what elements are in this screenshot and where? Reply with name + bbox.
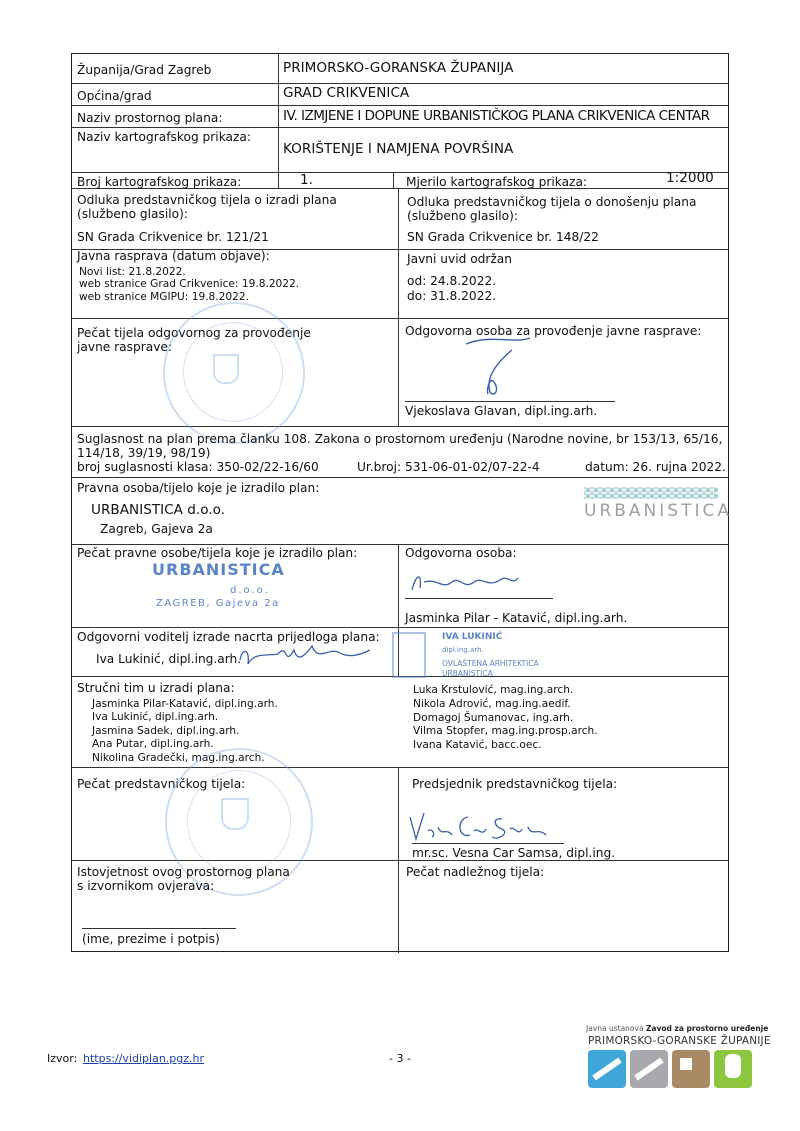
president-label: Predsjednik predstavničkog tijela:: [412, 777, 618, 791]
row-divider: [72, 172, 728, 173]
team-label: Stručni tim u izradi plana:: [77, 681, 235, 695]
debate-line: Novi list: 21.8.2022.: [79, 266, 186, 278]
row-divider: [72, 544, 728, 545]
agency-name: Zavod za prostorno uređenje: [645, 1024, 769, 1033]
column-divider: [398, 188, 399, 426]
architect-stamp-company: URBANISTICA: [442, 669, 493, 678]
consent-line-2: 114/18, 39/19, 98/19): [77, 446, 211, 460]
consent-date: datum: 26. rujna 2022.: [585, 460, 726, 474]
team-member: Nikolina Gradečki, mag.ing.arch.: [92, 752, 265, 764]
maker-address: Zagreb, Gajeva 2a: [100, 522, 213, 536]
architect-stamp-title: dipl.ing.arh.: [442, 646, 484, 654]
plan-certificate-form: [71, 53, 732, 952]
inspection-label: Javni uvid održan: [407, 252, 512, 266]
maker-responsible-name: Jasminka Pilar - Katavić, dipl.ing.arh.: [405, 611, 628, 625]
debate-stamp-label-2: javne rasprave:: [77, 340, 173, 354]
draft-decision-value: SN Grada Crikvenice br. 121/21: [77, 230, 269, 244]
inspection-to: do: 31.8.2022.: [407, 289, 497, 303]
debate-line: web stranice Grad Crikvenice: 19.8.2022.: [79, 278, 300, 290]
debate-responsible-label: Odgovorna osoba za provođenje javne rasprave:: [405, 324, 702, 338]
county-label: Županija/Grad Zagreb: [77, 63, 212, 77]
map-number-label: Broj kartografskog prikaza:: [77, 175, 242, 189]
maker-name: URBANISTICA d.o.o.: [91, 502, 225, 518]
architect-stamp-name: IVA LUKINIĆ: [442, 632, 503, 642]
municipality-value: GRAD CRIKVENICA: [283, 85, 410, 101]
maker-stamp-title: URBANISTICA: [152, 560, 285, 579]
row-divider: [72, 767, 728, 768]
signature-pilar-katavic: [408, 568, 528, 598]
map-number-value: 1.: [300, 172, 313, 188]
team-member: Iva Lukinić, dipl.ing.arh.: [92, 711, 219, 723]
agency-prefix: Javna ustanova: [586, 1024, 644, 1033]
row-divider: [72, 426, 728, 427]
signature-car-samsa: [406, 809, 566, 845]
zzpu-logo-icon: [588, 1050, 752, 1088]
adopt-decision-label: Odluka predstavničkog tijela o donošenju plana: [407, 195, 697, 209]
source-label: Izvor:: [47, 1052, 78, 1065]
plan-name-label: Naziv prostornog plana:: [77, 111, 223, 125]
architect-stamp-box: [392, 632, 426, 678]
signature-line: [405, 401, 615, 402]
plan-name-value: IV. IZMJENE I DOPUNE URBANISTIČKOG PLANA CRIKVENICA CENTAR: [283, 108, 710, 124]
row-divider: [72, 318, 728, 319]
row-divider: [72, 105, 728, 106]
row-divider: [72, 127, 728, 128]
row-divider: [72, 477, 728, 478]
signature-lukinic: [238, 634, 378, 674]
agency-line-2: PRIMORSKO-GORANSKE ŽUPANIJE: [588, 1035, 771, 1047]
map-name-value: KORIŠTENJE I NAMJENA POVRŠINA: [283, 141, 514, 157]
consent-line-1: Suglasnost na plan prema članku 108. Zakona o prostornom uređenju (Narodne novine, br 153/13, 65/16,: [77, 432, 723, 446]
coat-of-arms-icon: [213, 354, 239, 384]
maker-stamp-city: ZAGREB, Gajeva 2a: [156, 598, 280, 609]
council-stamp-label: Pečat predstavničkog tijela:: [77, 777, 246, 791]
president-name: mr.sc. Vesna Car Samsa, dipl.ing.: [412, 846, 616, 860]
verify-sign-hint: (ime, prezime i potpis): [82, 932, 220, 946]
urbanistica-logo-text: URBANISTICA: [584, 501, 732, 521]
column-divider: [398, 767, 399, 953]
team-member: Luka Krstulović, mag.ing.arch.: [413, 684, 574, 696]
adopt-decision-label-2: (službeno glasilo):: [407, 209, 518, 223]
team-member: Domagoj Šumanovac, ing.arh.: [413, 712, 574, 724]
scale-label: Mjerilo kartografskog prikaza:: [406, 175, 588, 189]
team-member: Ivana Katavić, bacc.oec.: [413, 739, 542, 751]
authority-stamp-label: Pečat nadležnog tijela:: [406, 865, 545, 879]
debate-stamp-label: Pečat tijela odgovornog za provođenje: [77, 326, 311, 340]
row-divider: [72, 860, 728, 861]
urbanistica-logo: [584, 487, 732, 521]
debate-line: web stranice MGIPU: 19.8.2022.: [79, 291, 249, 303]
verify-label-2: s izvornikom ovjerava:: [77, 879, 215, 893]
consent-klasa: broj suglasnosti klasa: 350-02/22-16/60: [77, 460, 319, 474]
scale-value: 1:2000: [666, 170, 714, 186]
county-value: PRIMORSKO-GORANSKA ŽUPANIJA: [283, 60, 514, 76]
signature-glavan: [460, 330, 540, 400]
row-divider: [72, 83, 728, 84]
draft-decision-label-2: (službeno glasilo):: [77, 207, 188, 221]
team-member: Jasminka Pilar-Katavić, dipl.ing.arh.: [92, 698, 278, 710]
maker-stamp-sub: d.o.o.: [230, 585, 270, 596]
verify-label: Istovjetnost ovog prostornog plana: [77, 865, 290, 879]
city-seal-stamp: [163, 302, 305, 444]
inspection-from: od: 24.8.2022.: [407, 274, 497, 288]
page-number: - 3 -: [389, 1052, 411, 1065]
column-divider: [393, 172, 394, 188]
lead-name: Iva Lukinić, dipl.ing.arh.: [96, 652, 242, 666]
coat-of-arms-icon: [221, 798, 249, 830]
team-member: Nikola Adrović, mag.ing.aedif.: [413, 698, 571, 710]
maker-stamp-label: Pečat pravne osobe/tijela koje je izradilo plan:: [77, 546, 358, 560]
maker-responsible-label: Odgovorna osoba:: [405, 546, 517, 560]
draft-decision-label: Odluka predstavničkog tijela o izradi plana: [77, 193, 337, 207]
architect-stamp-role: OVLAŠTENA ARHITEKTICA: [442, 659, 539, 668]
public-debate-label: Javna rasprava (datum objave):: [77, 249, 270, 263]
team-member: Vilma Stopfer, mag.ing.prosp.arch.: [413, 725, 598, 737]
row-divider: [72, 627, 728, 628]
municipality-label: Općina/grad: [77, 89, 152, 103]
team-member: Ana Putar, dipl.ing.arh.: [92, 738, 214, 750]
signature-line: [405, 598, 553, 599]
signature-line: [412, 843, 564, 844]
debate-responsible-name: Vjekoslava Glavan, dipl.ing.arh.: [405, 404, 598, 418]
map-name-label: Naziv kartografskog prikaza:: [77, 130, 251, 144]
column-divider: [278, 54, 279, 188]
lead-label: Odgovorni voditelj izrade nacrta prijedloga plana:: [77, 630, 380, 644]
source-link[interactable]: https://vidiplan.pgz.hr: [83, 1052, 205, 1065]
maker-label: Pravna osoba/tijelo koje je izradilo plan:: [77, 481, 320, 495]
adopt-decision-value: SN Grada Crikvenice br. 148/22: [407, 230, 599, 244]
consent-urbroj: Ur.broj: 531-06-01-02/07-22-4: [357, 460, 540, 474]
team-member: Jasmina Sadek, dipl.ing.arh.: [92, 725, 240, 737]
agency-line-1: [586, 1024, 768, 1033]
signature-line: [82, 928, 236, 929]
